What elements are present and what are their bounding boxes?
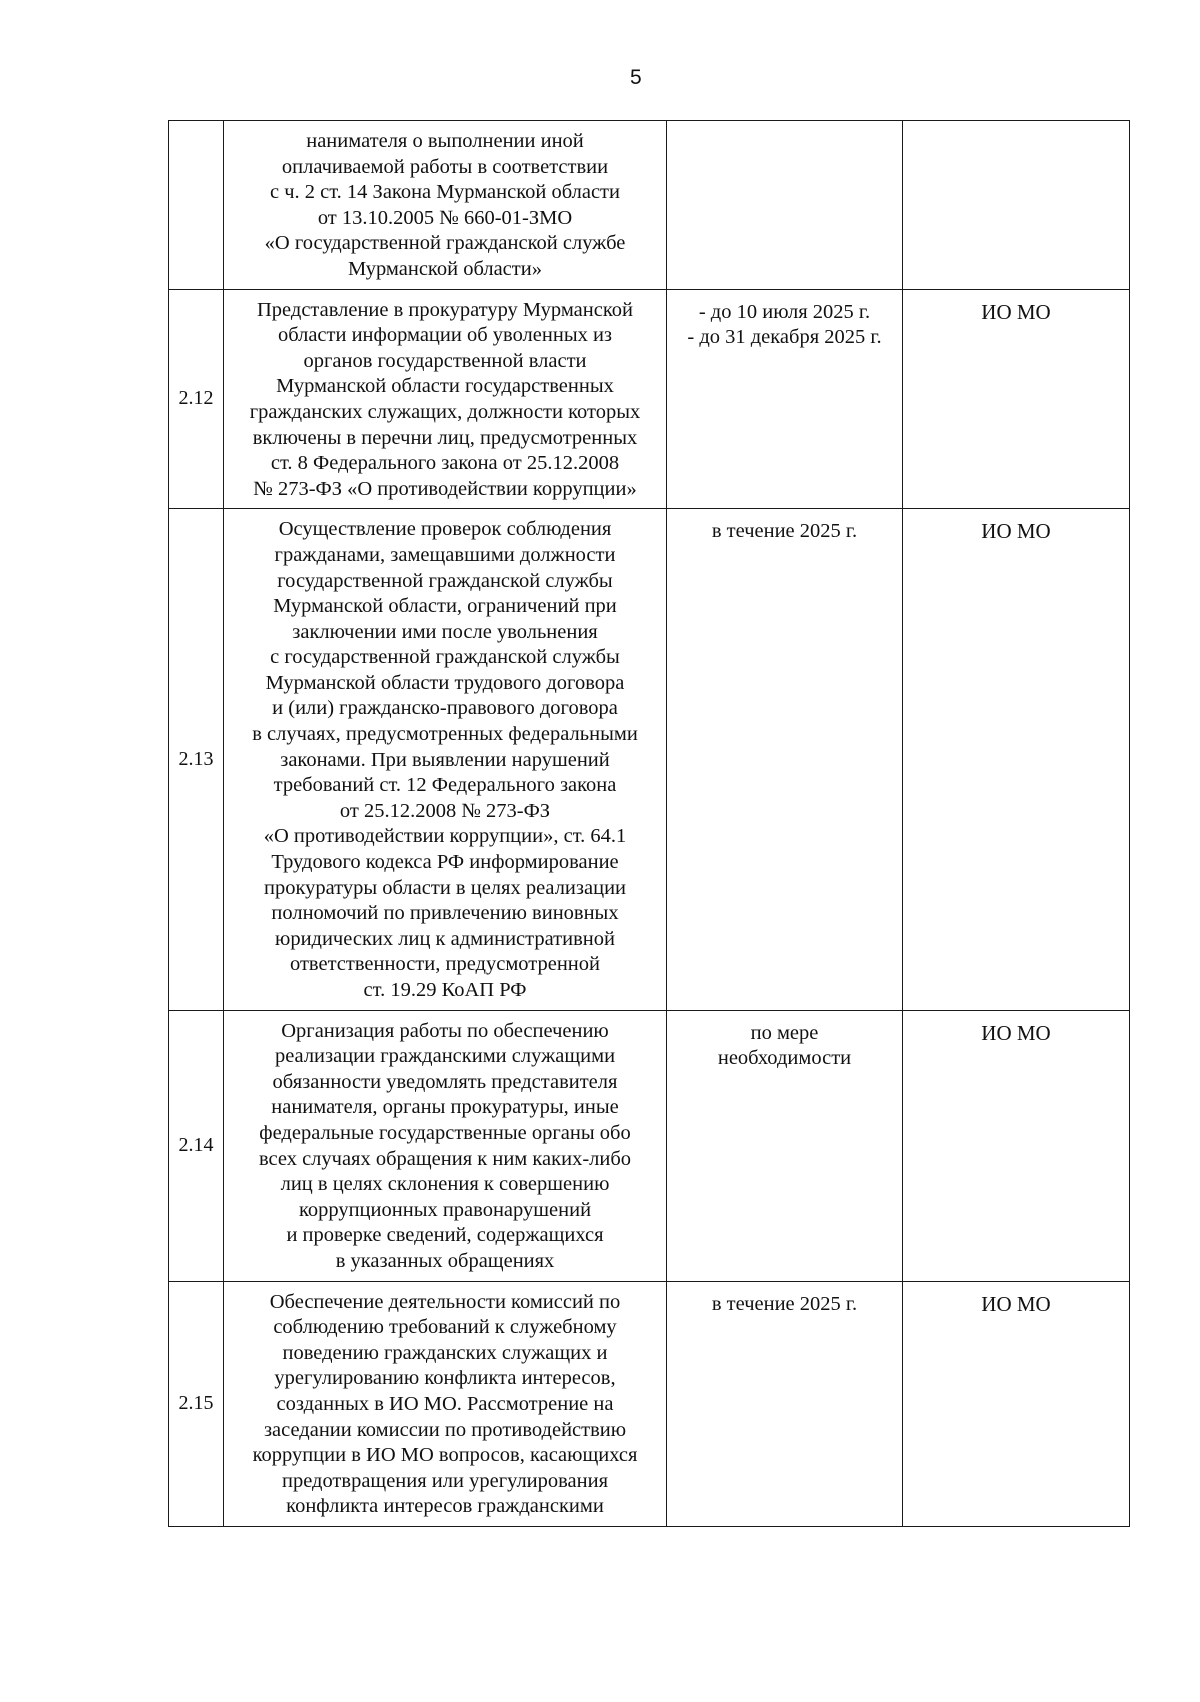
description-line: заключении ими после увольнения — [292, 620, 598, 643]
description-line: заседании комиссии по противодействию — [263, 1418, 627, 1441]
description-line: и проверке сведений, содержащихся — [286, 1224, 604, 1247]
responsible-executor: ИО МО — [903, 289, 1130, 509]
table-row — [169, 1010, 1130, 1281]
description-line: «О государственной гражданской службе — [264, 232, 626, 255]
description-line: ст. 19.29 КоАП РФ — [363, 979, 527, 1001]
description-line: реализации гражданскими служащими — [274, 1045, 616, 1068]
description-line: в случаях, предусмотренных федеральными — [252, 723, 638, 746]
description-line: обязанности уведомлять представителя — [272, 1070, 618, 1093]
row-number: 2.15 — [169, 1281, 224, 1526]
description-line: включены в перечни лиц, предусмотренных — [252, 426, 638, 449]
measures-table — [168, 120, 1130, 1527]
description-line: ответственности, предусмотренной — [289, 953, 600, 976]
term-line: - до 31 декабря 2025 г. — [687, 326, 882, 349]
description-line: области информации об уволенных из — [277, 324, 613, 347]
measure-description — [224, 1010, 667, 1281]
description-line: гражданских служащих, должности которых — [249, 400, 641, 423]
description-line: от 13.10.2005 № 660-01-ЗМО — [317, 206, 573, 229]
description-line: урегулированию конфликта интересов, — [274, 1367, 616, 1390]
description-line: прокуратуры области в целях реализации — [263, 876, 627, 899]
description-line: конфликта интересов гражданскими — [286, 1495, 604, 1518]
description-line: с ч. 2 ст. 14 Закона Мурманской области — [270, 181, 620, 204]
description-line: коррупции в ИО МО вопросов, касающихся — [252, 1444, 638, 1467]
term-line: необходимости — [717, 1047, 852, 1070]
description-line: всех случаях обращения к ним каких-либо — [258, 1147, 632, 1170]
description-line: «О противодействии коррупции», ст. 64.1 — [263, 825, 627, 848]
measure-description — [224, 121, 667, 290]
description-line: гражданами, замещавшими должности — [274, 543, 616, 566]
description-line: Представление в прокуратуру Мурманской — [257, 298, 633, 321]
measure-term — [667, 509, 903, 1010]
responsible-executor: ИО МО — [903, 1010, 1130, 1281]
description-line: предотвращения или урегулирования — [281, 1469, 609, 1492]
description-line: органов государственной власти — [303, 349, 587, 372]
description-line: нанимателя о выполнении иной — [306, 130, 584, 152]
responsible-executor: ИО МО — [903, 1281, 1130, 1526]
table-row — [169, 1281, 1130, 1526]
row-number: 2.13 — [169, 509, 224, 1010]
responsible-executor: ИО МО — [903, 509, 1130, 1010]
term-line: в течение 2025 г. — [711, 520, 858, 543]
description-line: № 273-ФЗ «О противодействии коррупции» — [253, 477, 637, 500]
measure-description — [224, 509, 667, 1010]
measure-description — [224, 289, 667, 509]
table-row — [169, 121, 1130, 290]
description-line: Мурманской области трудового договора — [265, 671, 625, 694]
page-number: 5 — [630, 66, 642, 89]
description-line: нанимателя, органы прокуратуры, иные — [271, 1096, 619, 1119]
description-line: созданных в ИО МО. Рассмотрение на — [276, 1392, 614, 1415]
measure-term — [667, 121, 903, 290]
description-line: требований ст. 12 Федерального закона — [273, 774, 617, 797]
description-line: Обеспечение деятельности комиссий по — [269, 1290, 621, 1313]
table-row — [169, 289, 1130, 509]
measure-description — [224, 1281, 667, 1526]
description-line: федеральные государственные органы обо — [259, 1121, 631, 1144]
term-line: - до 10 июля 2025 г. — [698, 300, 871, 323]
description-line: полномочий по привлечению виновных — [271, 902, 619, 925]
description-line: в указанных обращениях — [335, 1249, 555, 1272]
term-line: по мере — [750, 1021, 819, 1044]
description-line: лиц в целях склонения к совершению — [280, 1173, 610, 1196]
measure-term — [667, 1010, 903, 1281]
description-line: Мурманской области государственных — [276, 375, 614, 398]
description-line: с государственной гражданской службы — [270, 646, 620, 669]
description-line: Осуществление проверок соблюдения — [278, 518, 612, 541]
measure-term — [667, 1281, 903, 1526]
description-line: и (или) гражданско-правового договора — [272, 697, 618, 720]
description-line: юридических лиц к административной — [275, 927, 615, 950]
description-line: Трудового кодекса РФ информирование — [271, 851, 619, 874]
description-line: оплачиваемой работы в соответствии — [281, 155, 609, 178]
description-line: поведению гражданских служащих и — [282, 1341, 608, 1364]
description-line: Мурманской области» — [348, 257, 542, 280]
description-line: Организация работы по обеспечению — [281, 1019, 609, 1042]
measure-term — [667, 289, 903, 509]
responsible-executor — [903, 121, 1130, 290]
description-line: государственной гражданской службы — [277, 569, 613, 592]
row-number: 2.14 — [169, 1010, 224, 1281]
row-number: 2.12 — [169, 289, 224, 509]
description-line: Мурманской области, ограничений при — [273, 595, 617, 618]
description-line: коррупционных правонарушений — [298, 1198, 592, 1221]
description-line: от 25.12.2008 № 273-ФЗ — [339, 799, 551, 822]
term-line: в течение 2025 г. — [711, 1292, 858, 1315]
description-line: ст. 8 Федерального закона от 25.12.2008 — [270, 452, 620, 475]
table-row — [169, 509, 1130, 1010]
row-number — [169, 121, 224, 290]
description-line: соблюдению требований к служебному — [273, 1316, 617, 1339]
description-line: законами. При выявлении нарушений — [280, 748, 610, 771]
